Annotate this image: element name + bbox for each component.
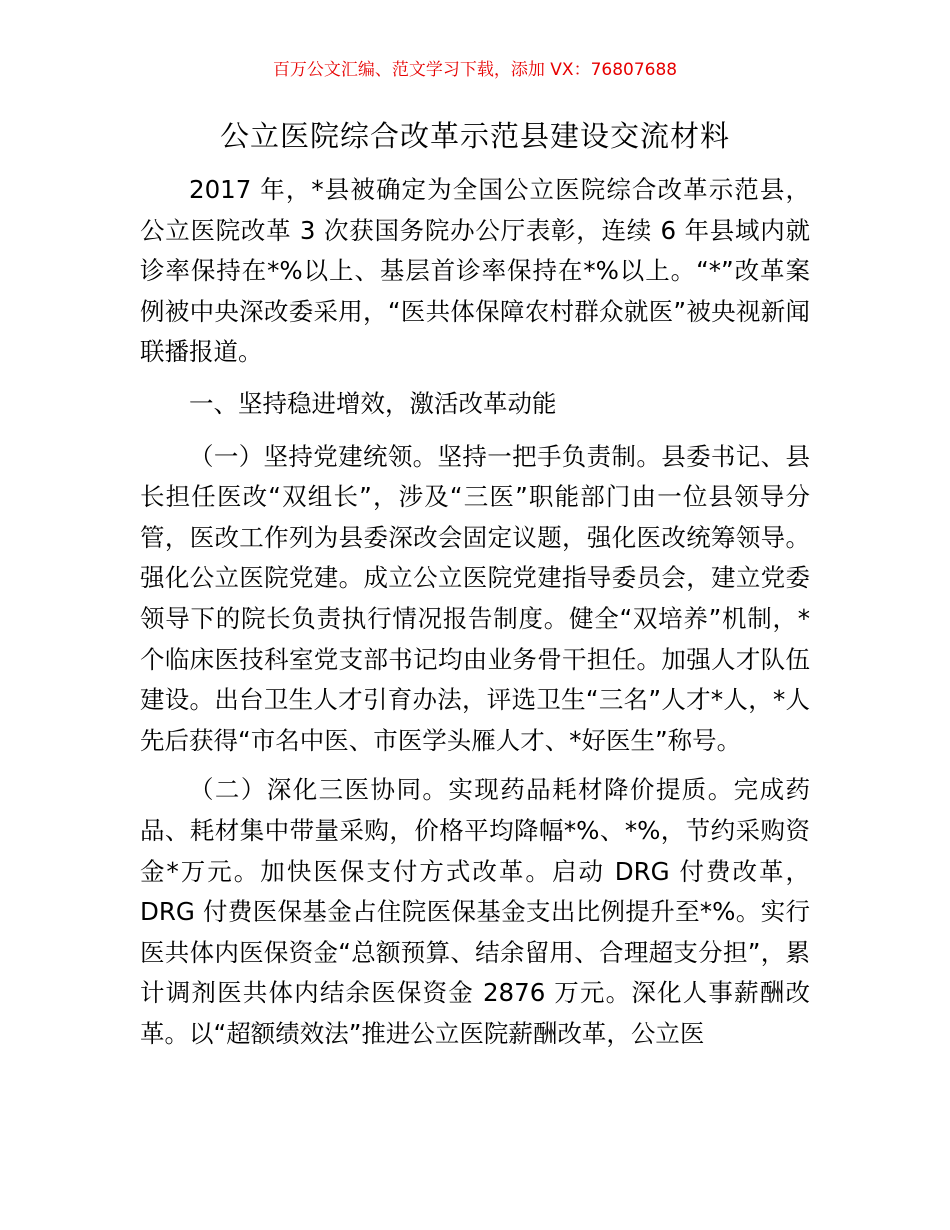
paragraph-intro: 2017 年，*县被确定为全国公立医院综合改革示范县，公立医院改革 3 次获国务院办公厅表彰，连续 6 年县域内就诊率保持在*%以上、基层首诊率保持在*%以上。“*”改革案例被中央深改委采用，“医共体保障农村群众就医”被央视新闻联播报道。 <box>140 175 810 367</box>
document-body <box>140 170 810 1054</box>
section-heading: 一、坚持稳进增效，激活改革动能 <box>189 388 557 418</box>
paragraph-three-medical-coordination: （二）深化三医协同。实现药品耗材降价提质。完成药品、耗材集中带量采购，价格平均降幅*%、*%，节约采购资金*万元。加快医保支付方式改革。启动 DRG 付费改革，DRG 付费医保基金占住院医保基金支出比例提升至*%。实行医共体内医保资金“总额预算、结余留用、合理超支分担”，累计调剂医共体内结余医保资金 2876 万元。深化人事薪酬改革。以“超额绩效法”推进公立医院薪酬改革，公立医 <box>140 775 810 1048</box>
paragraph-party-building: （一）坚持党建统领。坚持一把手负责制。县委书记、县长担任医改“双组长”，涉及“三医”职能部门由一位县领导分管，医改工作列为县委深改会固定议题，强化医改统筹领导。强化公立医院党建。成立公立医院党建指导委员会，建立党委领导下的院长负责执行情况报告制度。健全“双培养”机制，*个临床医技科室党支部书记均由业务骨干担任。加强人才队伍建设。出台卫生人才引育办法，评选卫生“三名”人才*人，*人先后获得“市名中医、市医学头雁人才、*好医生”称号。 <box>140 441 810 755</box>
header-note: 百万公文汇编、范文学习下载，添加 VX：76807688 <box>272 60 678 80</box>
document-title: 公立医院综合改革示范县建设交流材料 <box>219 119 730 153</box>
